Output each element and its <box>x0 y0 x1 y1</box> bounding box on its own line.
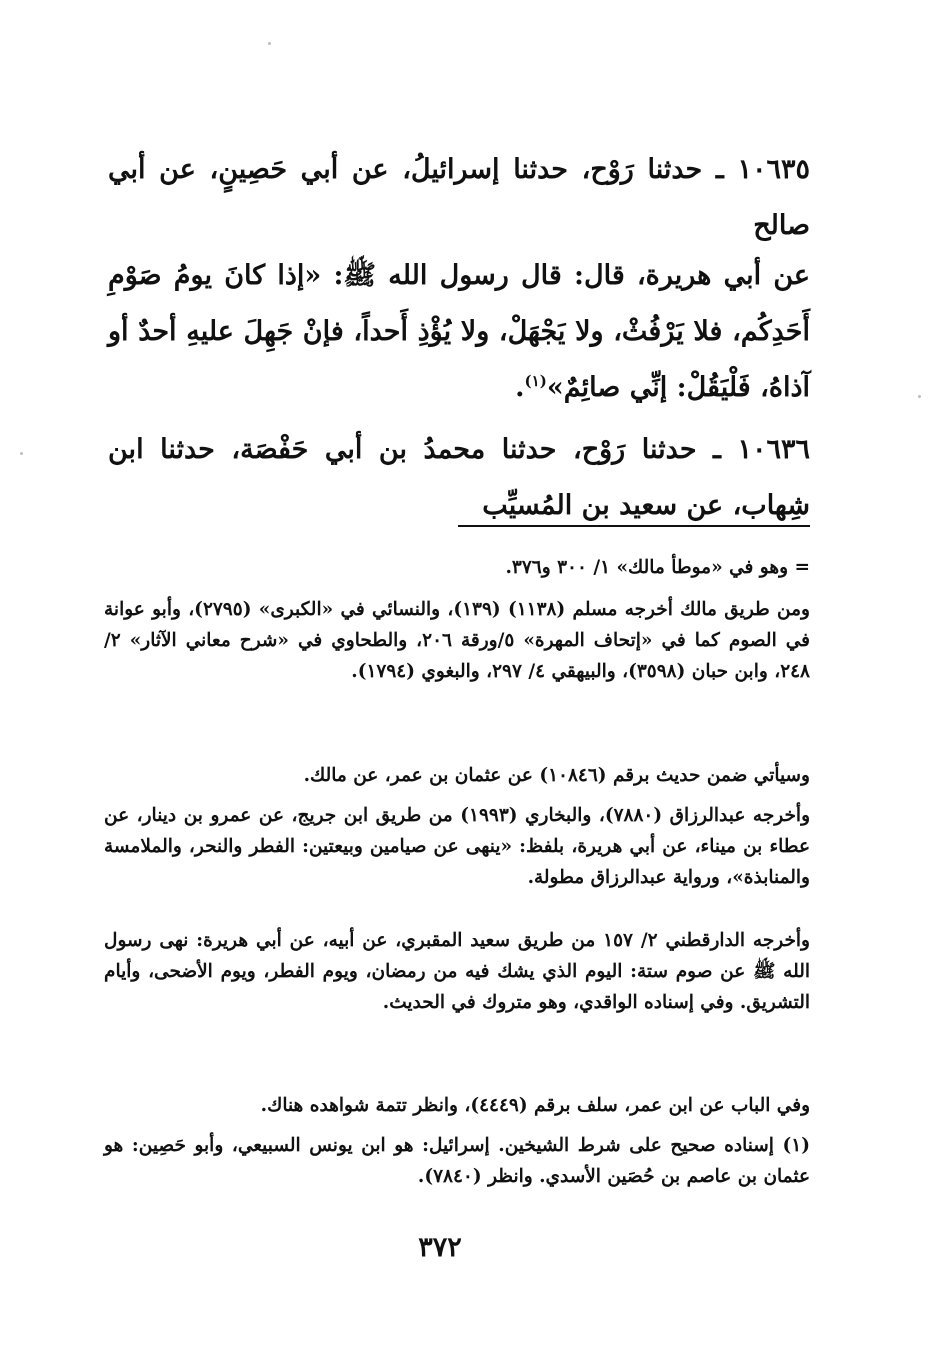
hadith-number: ١٠٦٣٥ <box>737 154 810 185</box>
footnote-reference: (١) <box>524 372 547 390</box>
hadith-10635-isnad <box>108 142 810 254</box>
footnote-paragraph: وفي الباب عن ابن عمر، سلف برقم (٤٤٤٩)، وانظر تتمة شواهده هناك. <box>260 1095 810 1116</box>
hadith-10636-isnad <box>108 422 810 534</box>
footnote-note-1: (١) إسناده صحيح على شرط الشيخين. إسرائيل: هو ابن يونس السبيعي، وأبو حَصِين: هو عثمان بن عاصم بن حُصَين الأسدي. وانظر (٧٨٤٠). <box>104 1135 810 1187</box>
scan-speck <box>20 452 23 455</box>
scan-speck <box>268 42 271 45</box>
footnote-separator <box>458 525 810 527</box>
footnote-paragraph: وسيأتي ضمن حديث برقم (١٠٨٤٦) عن عثمان بن عمر، عن مالك. <box>303 765 810 786</box>
footnote-paragraph: وأخرجه عبدالرزاق (٧٨٨٠)، والبخاري (١٩٩٣) من طريق ابن جريج، عن عمرو بن دينار، عن عطاء بن ميناء، عن أبي هريرة، بلفظ: «ينهى عن صيامين وبيعتين: الفطر والنحر، والملامسة والمنابذة»، ورواية عبدالرزاق مطولة. <box>104 805 810 888</box>
hadith-matn-text: عن أبي هريرة، قال: قال رسول الله ﷺ: «إذا كانَ يومُ صَوْمِ أَحَدِكُم، فلا يَرْفُثْ، ولا يَجْهَلْ، ولا يُؤْذِ أَحداً، فإنْ جَهِلَ عليهِ أحدٌ أو آذاهُ، فَلْيَقُلْ: إنِّي صائِمٌ» <box>108 260 810 403</box>
footnote-continuation: = وهو في «موطأ مالك» ١/ ٣٠٠ و٣٧٦. <box>505 557 810 578</box>
hadith-isnad-text: ـ حدثنا رَوْح، حدثنا محمدُ بن أبي حَفْصَة، حدثنا ابن شِهاب، عن سعيد بن المُسيِّب <box>108 434 810 521</box>
footnote-paragraph: ومن طريق مالك أخرجه مسلم (١١٣٨) (١٣٩)، والنسائي في «الكبرى» (٢٧٩٥)، وأبو عوانة في الصوم كما في «إتحاف المهرة» ٥/ورقة ٢٠٦، والطحاوي في «شرح معاني الآثار» ٢/ ٢٤٨، وابن حبان (٣٥٩٨)، والبيهقي ٤/ ٢٩٧، والبغوي (١٧٩٤). <box>104 599 810 682</box>
scan-speck <box>918 395 921 398</box>
page-number: ٣٧٢ <box>418 1232 462 1263</box>
hadith-isnad-text: ـ حدثنا رَوْح، حدثنا إسرائيلُ، عن أبي حَصِينٍ، عن أبي صالح <box>108 154 810 241</box>
footnote-paragraph: وأخرجه الدارقطني ٢/ ١٥٧ من طريق سعيد المقبري، عن أبيه، عن أبي هريرة: نهى رسول الله ﷺ عن صوم ستة: اليوم الذي يشك فيه من رمضان، ويوم الفطر، ويوم الأضحى، وأيام التشريق. وفي إسناده الواقدي، وهو متروك في الحديث. <box>104 930 810 1013</box>
hadith-number: ١٠٦٣٦ <box>737 434 810 465</box>
hadith-10635-matn: عن أبي هريرة، قال: قال رسول الله ﷺ: «إذا كانَ يومُ صَوْمِ أَحَدِكُم، فلا يَرْفُثْ، ولا يَجْهَلْ، ولا يُؤْذِ أَحداً، فإنْ جَهِلَ عليهِ أحدٌ أو آذاهُ، فَلْيَقُلْ: إنِّي صائِمٌ»$^{(١)}$. <box>108 260 810 403</box>
